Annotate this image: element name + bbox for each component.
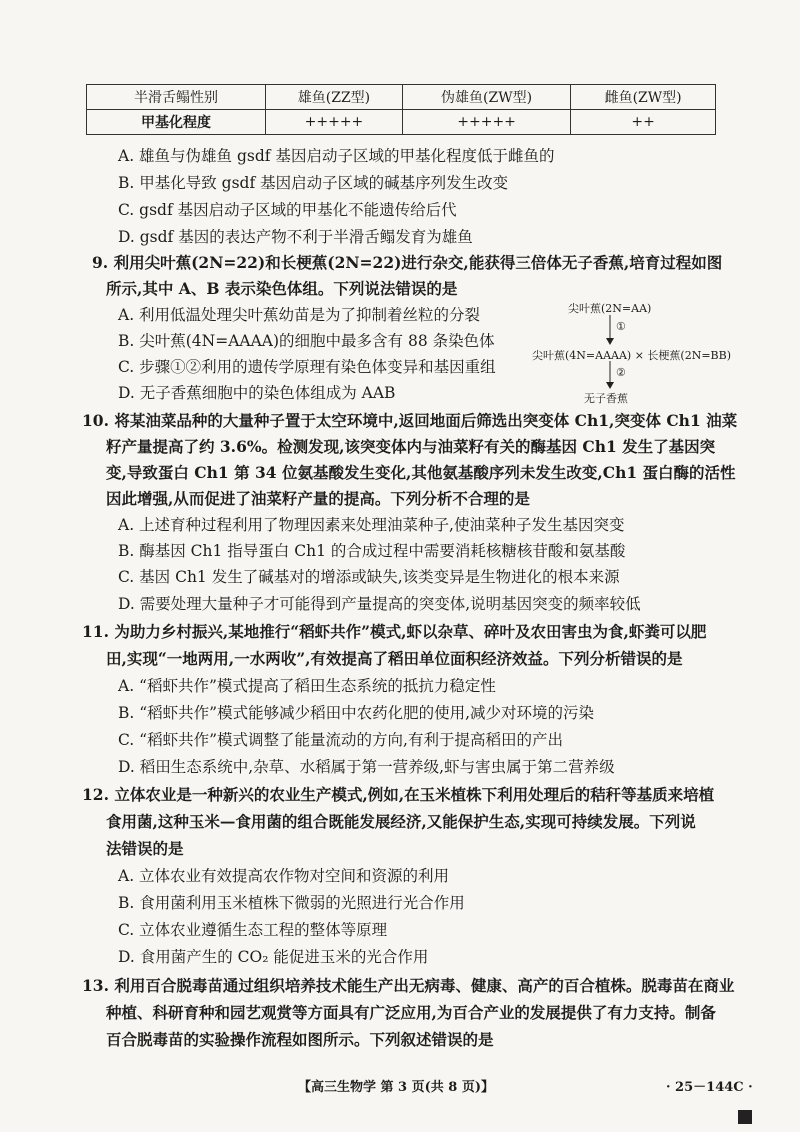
q8-option-b: B. 甲基化导致 gsdf 基因启动子区域的碱基序列发生改变 <box>118 174 509 192</box>
table-header-cell: 雌鱼(ZW型) <box>571 85 716 110</box>
q9-option-b: B. 尖叶蕉(4N=AAAA)的细胞中最多含有 88 条染色体 <box>118 332 495 350</box>
q9-option-a: A. 利用低温处理尖叶蕉幼苗是为了抑制着丝粒的分裂 <box>118 306 481 324</box>
table-cell: +++++ <box>266 110 403 135</box>
q10-option-c: C. 基因 Ch1 发生了碱基对的增添或缺失,该类变异是生物进化的根本来源 <box>118 568 620 586</box>
q12-stem-line: 法错误的是 <box>106 839 184 858</box>
q12-option-b: B. 食用菌利用玉米植株下微弱的光照进行光合作用 <box>118 894 465 912</box>
table-cell: ++ <box>571 110 716 135</box>
q8-option-d: D. gsdf 基因的表达产物不利于半滑舌鳎发育为雄鱼 <box>118 228 473 246</box>
diagram-middle-label: 尖叶蕉(4N=AAAA) × 长梗蕉(2N=BB) <box>532 349 731 362</box>
diagram-bottom-label: 无子香蕉 <box>584 392 628 405</box>
q13-stem-line: 百合脱毒苗的实验操作流程如图所示。下列叙述错误的是 <box>106 1030 494 1049</box>
diagram-step2: ② <box>616 366 626 379</box>
table-row <box>87 110 716 135</box>
banana-breeding-diagram <box>532 298 772 405</box>
table-header-cell: 雄鱼(ZZ型) <box>266 85 403 110</box>
table-cell: +++++ <box>402 110 570 135</box>
q11-stem-line: 田,实现“一地两用,一水两收”,有效提高了稻田单位面积经济效益。下列分析错误的是 <box>106 649 683 668</box>
qr-code-icon <box>738 1110 752 1124</box>
table-header-cell: 半滑舌鳎性别 <box>87 85 266 110</box>
q10-stem-line: 籽产量提高了约 3.6%。检测发现,该突变体内与油菜籽有关的酶基因 Ch1 发生了基因突 <box>106 437 716 456</box>
q11-option-c: C. “稻虾共作”模式调整了能量流动的方向,有利于提高稻田的产出 <box>118 731 563 749</box>
q12-option-d: D. 食用菌产生的 CO₂ 能促进玉米的光合作用 <box>118 948 429 966</box>
q10-stem-line: 10. 将某油菜品种的大量种子置于太空环境中,返回地面后筛选出突变体 Ch1,突变体 Ch1 油菜 <box>82 411 738 430</box>
q12-stem-line: 食用菌,这种玉米—食用菌的组合既能发展经济,又能保护生态,实现可持续发展。下列说 <box>106 812 696 831</box>
q8-option-a: A. 雄鱼与伪雄鱼 gsdf 基因启动子区域的甲基化程度低于雌鱼的 <box>118 147 555 165</box>
q11-option-b: B. “稻虾共作”模式能够减少稻田中农药化肥的使用,减少对环境的污染 <box>118 704 595 722</box>
q11-stem-line: 11. 为助力乡村振兴,某地推行“稻虾共作”模式,虾以杂草、碎叶及农田害虫为食,虾粪可以肥 <box>82 622 707 641</box>
q10-option-a: A. 上述育种过程利用了物理因素来处理油菜种子,使油菜种子发生基因突变 <box>118 516 625 534</box>
arrow-head <box>606 382 614 389</box>
page-footer-code: · 25－144C · <box>666 1080 753 1095</box>
q8-option-c: C. gsdf 基因启动子区域的甲基化不能遗传给后代 <box>118 201 457 219</box>
table-row-label: 甲基化程度 <box>87 110 266 135</box>
q10-option-d: D. 需要处理大量种子才可能得到产量提高的突变体,说明基因突变的频率较低 <box>118 595 641 613</box>
q12-stem-line: 12. 立体农业是一种新兴的农业生产模式,例如,在玉米植株下利用处理后的秸秆等基质来培植 <box>82 785 715 804</box>
arrow-head <box>606 338 614 345</box>
q13-stem-line: 13. 利用百合脱毒苗通过组织培养技术能生产出无病毒、健康、高产的百合植株。脱毒苗在商业 <box>82 976 735 995</box>
diagram-top-label: 尖叶蕉(2N=AA) <box>568 302 652 315</box>
q12-option-a: A. 立体农业有效提高农作物对空间和资源的利用 <box>118 867 450 885</box>
table-header-cell: 伪雄鱼(ZW型) <box>402 85 570 110</box>
q9-option-d: D. 无子香蕉细胞中的染色体组成为 AAB <box>118 384 396 402</box>
q11-option-a: A. “稻虾共作”模式提高了稻田生态系统的抵抗力稳定性 <box>118 677 496 695</box>
methylation-table <box>86 84 716 135</box>
q13-stem-line: 种植、科研育种和园艺观赏等方面具有广泛应用,为百合产业的发展提供了有力支持。制备 <box>106 1003 716 1022</box>
q9-option-c: C. 步骤①②利用的遗传学原理有染色体变异和基因重组 <box>118 358 496 376</box>
q11-option-d: D. 稻田生态系统中,杂草、水稻属于第一营养级,虾与害虫属于第二营养级 <box>118 758 615 776</box>
page-footer-center: 【高三生物学 第 3 页(共 8 页)】 <box>298 1080 495 1095</box>
q9-stem-line: 所示,其中 A、B 表示染色体组。下列说法错误的是 <box>106 279 458 298</box>
diagram-step1: ① <box>616 320 626 333</box>
q10-option-b: B. 酶基因 Ch1 指导蛋白 Ch1 的合成过程中需要消耗核糖核苷酸和氨基酸 <box>118 542 626 560</box>
table-header-row <box>87 85 716 110</box>
q10-stem-line: 因此增强,从而促进了油菜籽产量的提高。下列分析不合理的是 <box>106 489 530 508</box>
q12-option-c: C. 立体农业遵循生态工程的整体等原理 <box>118 921 388 939</box>
q10-stem-line: 变,导致蛋白 Ch1 第 34 位氨基酸发生变化,其他氨基酸序列未发生改变,Ch1 蛋白酶的活性 <box>106 463 736 482</box>
q9-stem-line: 9. 利用尖叶蕉(2N=22)和长梗蕉(2N=22)进行杂交,能获得三倍体无子香蕉,培育过程如图 <box>92 253 723 272</box>
